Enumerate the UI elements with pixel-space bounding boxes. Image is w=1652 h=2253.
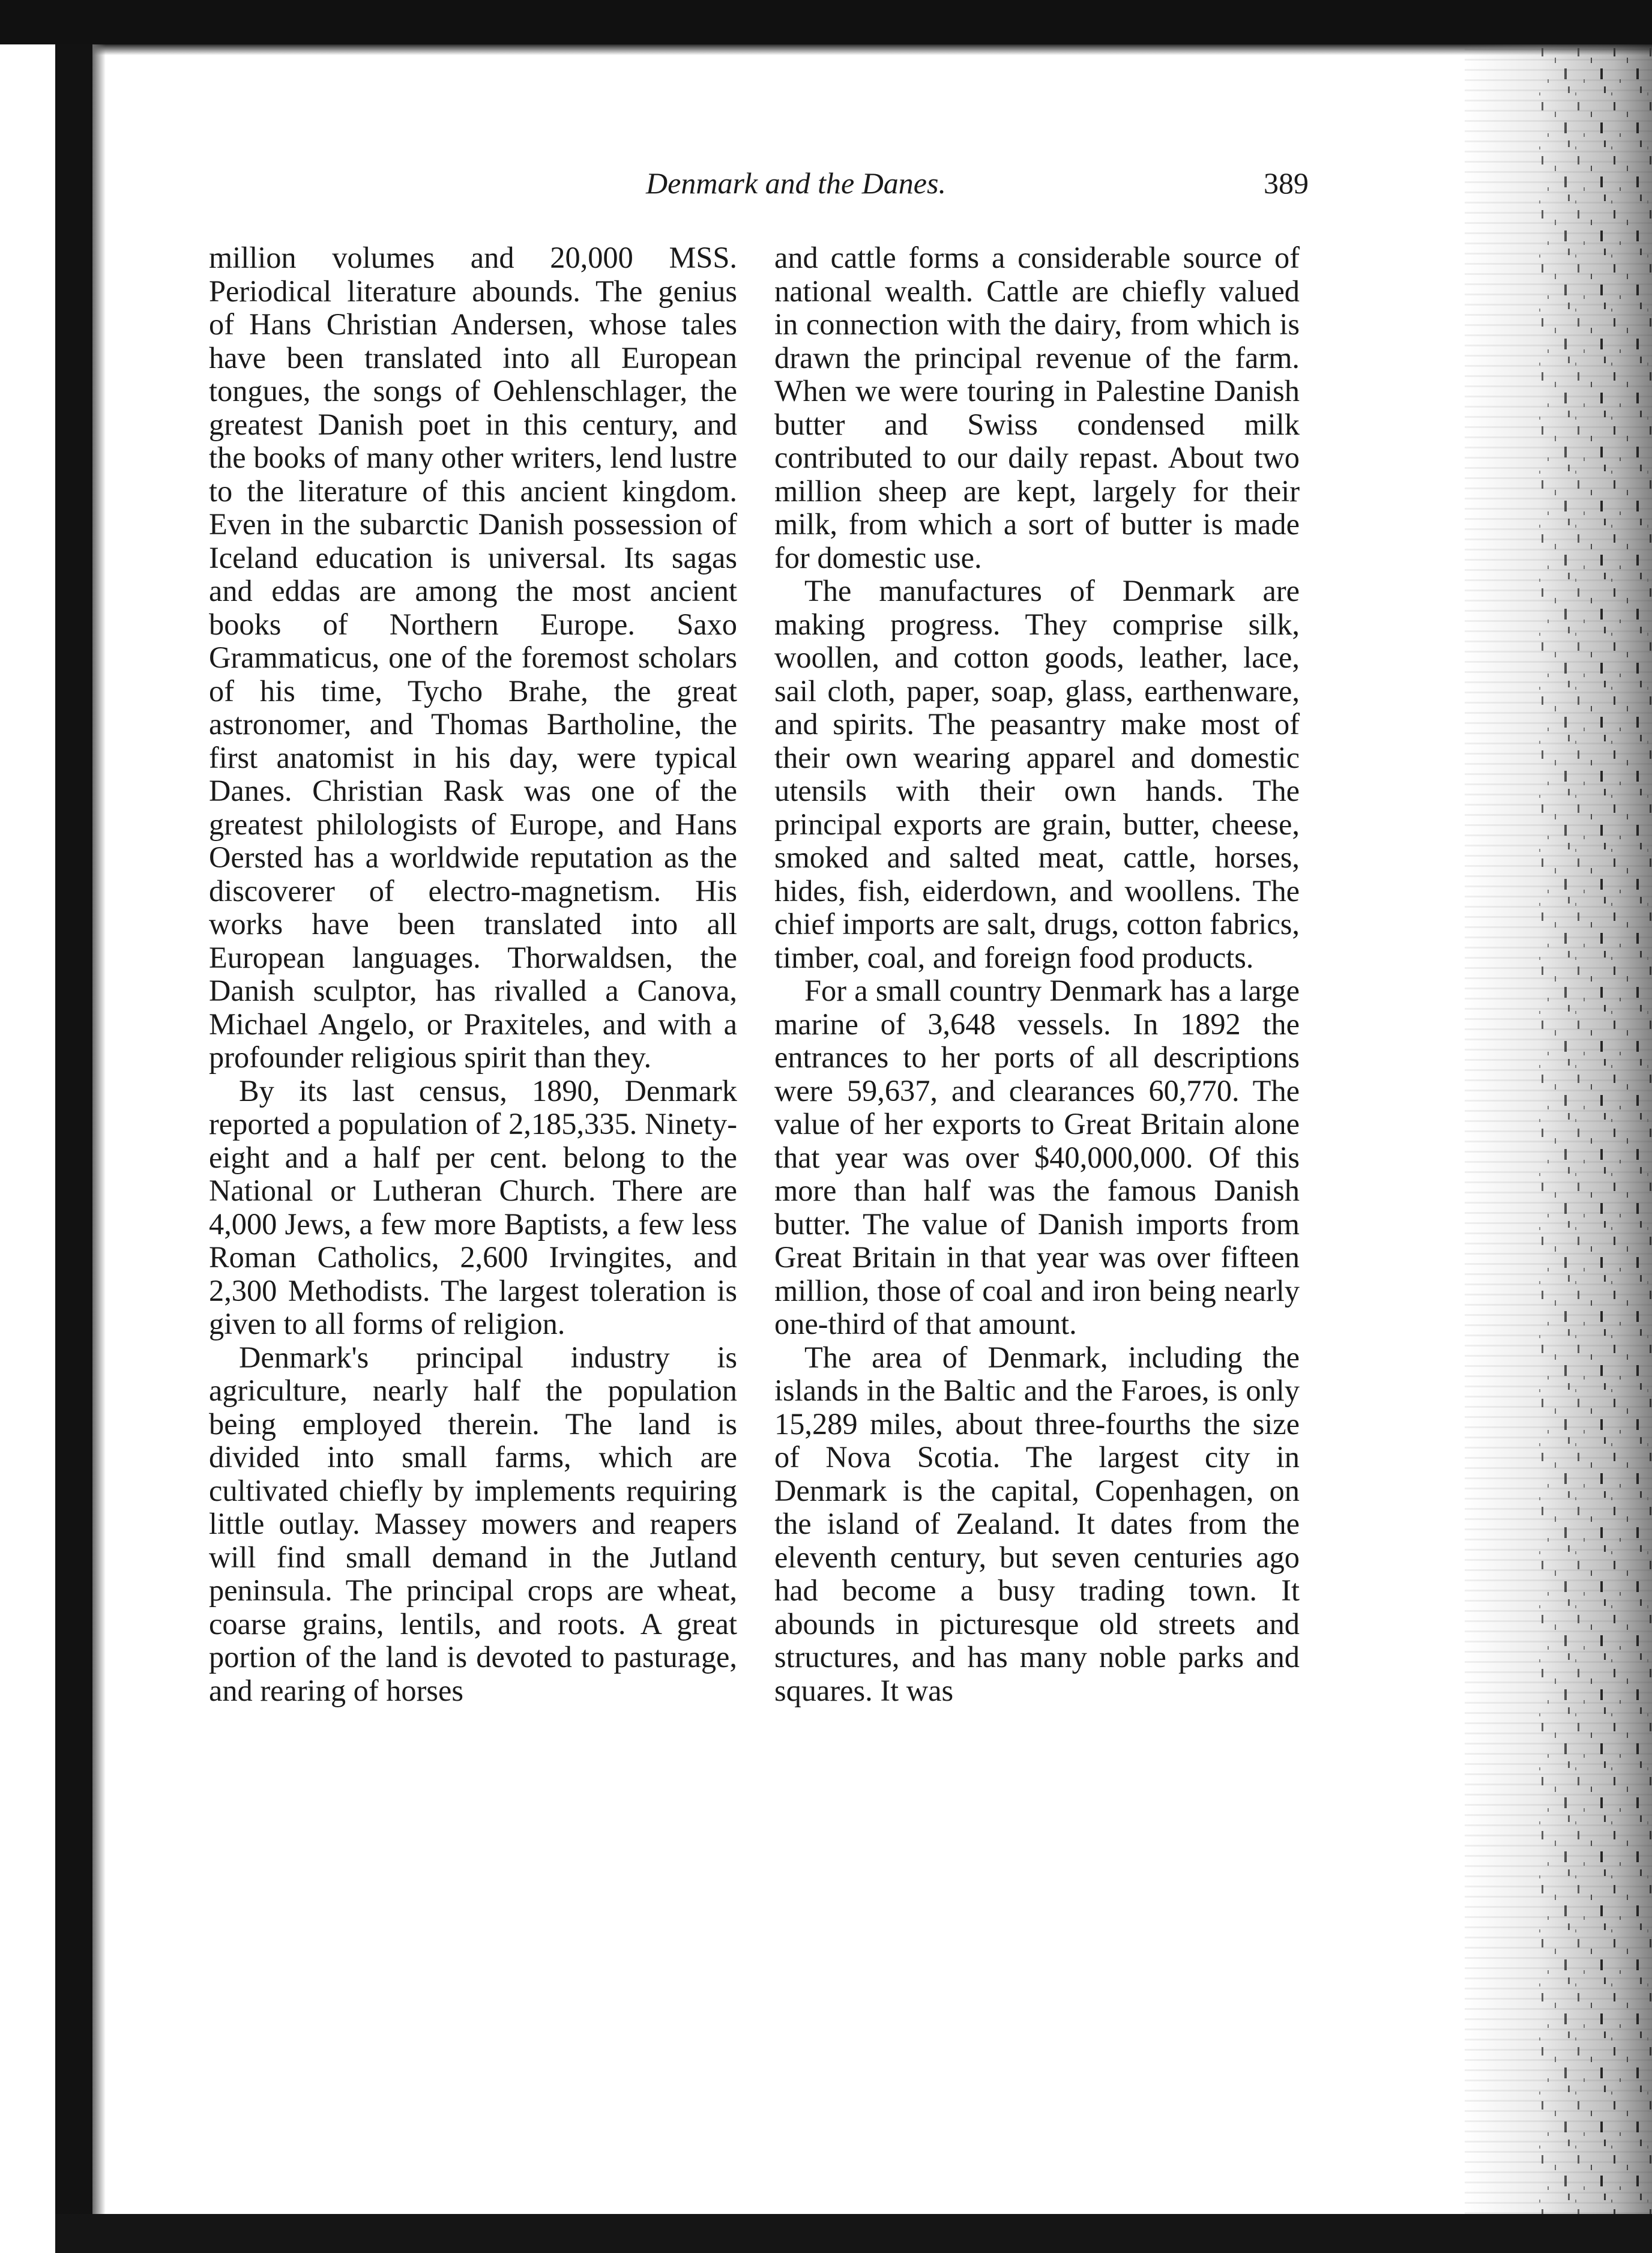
scan-right-edge-noise: [1465, 44, 1652, 2214]
paragraph: and cattle forms a considerable source of national wealth. Cattle are chiefly valued in connection with the dairy, from which is drawn the principal revenue of the farm. When we were touring in Palestine Danish butter and Swiss condensed milk contributed to our daily repast. About two million sheep are kept, largely for their milk, from which a sort of butter is made for domestic use.: [774, 241, 1300, 575]
scan-bottom-border: [55, 2214, 1652, 2253]
paragraph: For a small country Denmark has a large marine of 3,648 vessels. In 1892 the entrances to her ports of all descriptions were 59,637, and clearances 60,770. The value of her exports to Great Britain alone that year was over $40,000,000. Of this more than half was the famous Danish butter. The value of Danish imports from Great Britain in that year was over fifteen million, those of coal and iron being nearly one-third of that amount.: [774, 974, 1300, 1341]
paragraph: Denmark's principal industry is agriculture, nearly half the population being employed therein. The land is divided into small farms, which are cultivated chiefly by implements requiring little outlay. Massey mowers and reapers will find small demand in the Jutland peninsula. The principal crops are wheat, coarse grains, lentils, and roots. A great portion of the land is devoted to pasturage, and rearing of horses: [209, 1340, 737, 1707]
running-head: Denmark and the Danes.: [646, 166, 946, 200]
scan-top-shadow: [84, 44, 1652, 55]
paragraph: The area of Denmark, including the islands in the Baltic and the Faroes, is only 15,289 miles, about three-fourths the size of Nova Scotia. The largest city in Denmark is the capital, Copenhagen, on the island of Zealand. It dates from the eleventh century, but seven centuries ago had become a busy trading town. It abounds in picturesque old streets and structures, and has many noble parks and squares. It was: [774, 1340, 1300, 1707]
left-text-column: [209, 241, 737, 1707]
paragraph: The manufactures of Denmark are making progress. They comprise silk, woollen, and cotton goods, leather, lace, sail cloth, paper, soap, glass, earthenware, and spirits. The peasantry make most of their own wearing apparel and domestic utensils with their own hands. The principal exports are grain, butter, cheese, smoked and salted meat, cattle, horses, hides, fish, eiderdown, and woollens. The chief imports are salt, drugs, cotton fabrics, timber, coal, and foreign food products.: [774, 574, 1300, 974]
page-number: 389: [1264, 166, 1309, 200]
scan-top-border: [0, 0, 1652, 44]
scan-left-shadow: [92, 44, 106, 2253]
paragraph: By its last census, 1890, Denmark reported a population of 2,185,335. Ninety-eight and a half per cent. belong to the National or Lutheran Church. There are 4,000 Jews, a few more Baptists, a few less Roman Catholics, 2,600 Irvingites, and 2,300 Methodists. The largest toleration is given to all forms of religion.: [209, 1073, 737, 1341]
scan-left-border: [55, 44, 92, 2253]
paragraph: million volumes and 20,000 MSS. Periodical literature abounds. The genius of Hans Christian Andersen, whose tales have been translated into all European tongues, the songs of Oehlenschlager, the greatest Danish poet in this century, and the books of many other writers, lend lustre to the literature of this ancient kingdom. Even in the subarctic Danish possession of Iceland education is universal. Its sagas and eddas are among the most ancient books of Northern Europe. Saxo Grammaticus, one of the foremost scholars of his time, Tycho Brahe, the great astronomer, and Thomas Bartholine, the first anatomist in his day, were typical Danes. Christian Rask was one of the greatest philologists of Europe, and Hans Oersted has a worldwide reputation as the discoverer of electro-magnetism. His works have been translated into all European languages. Thorwaldsen, the Danish sculptor, has rivalled a Canova, Michael Angelo, or Praxiteles, and with a profounder religious spirit than they.: [209, 241, 737, 1074]
speckle-pattern: [1465, 44, 1652, 2214]
right-text-column: [774, 241, 1300, 1707]
